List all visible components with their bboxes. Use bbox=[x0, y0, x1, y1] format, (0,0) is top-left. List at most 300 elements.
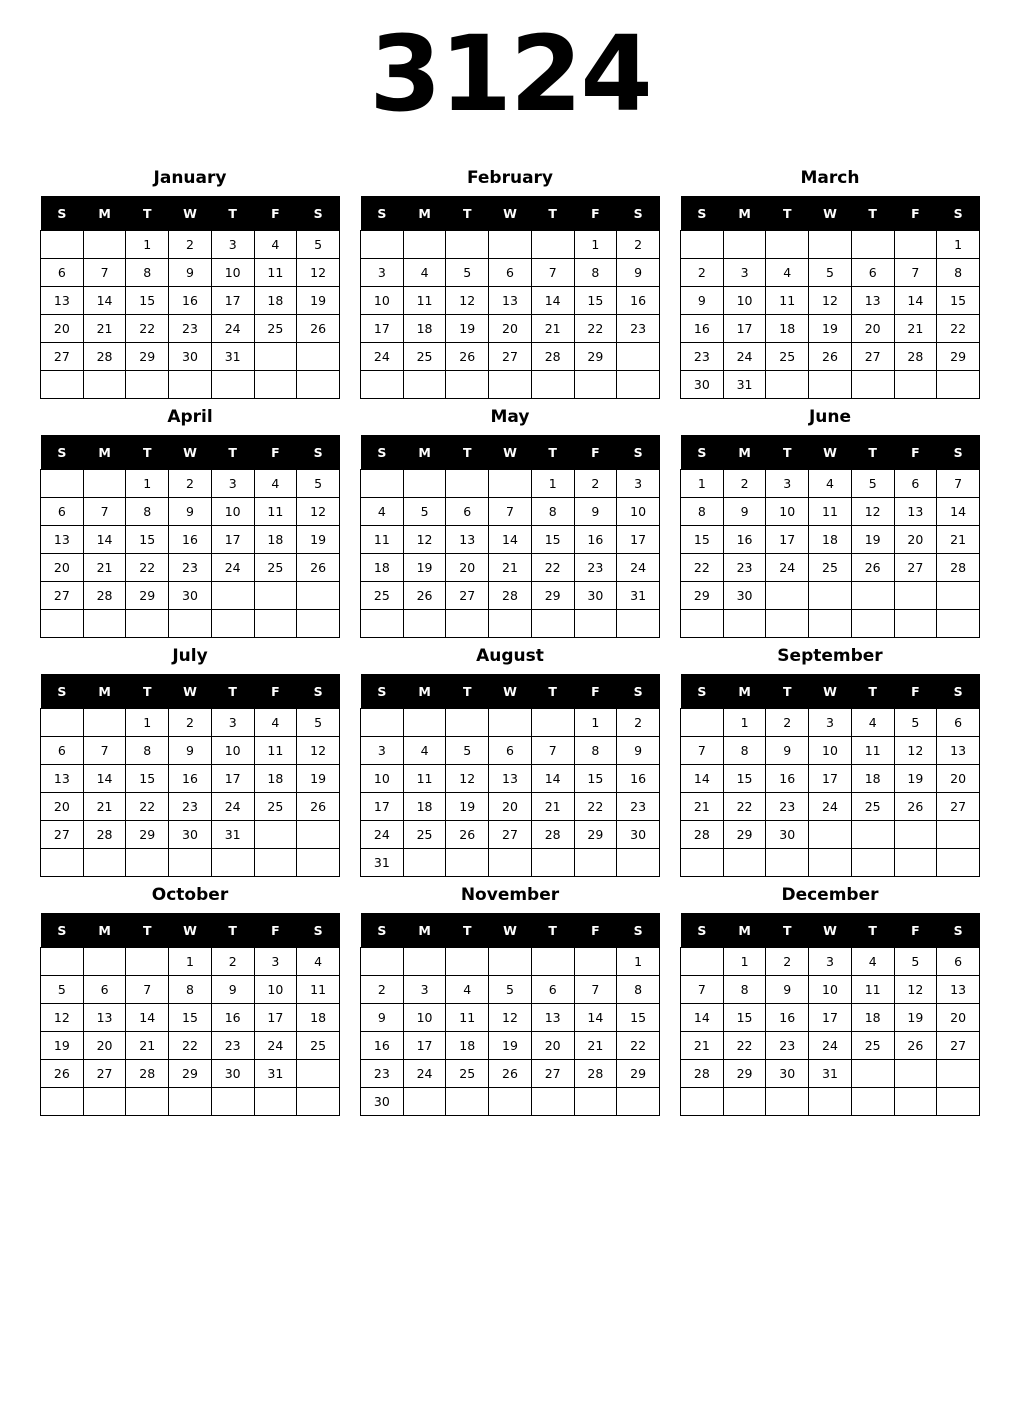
day-cell[interactable]: 20 bbox=[41, 315, 84, 343]
day-cell[interactable]: 3 bbox=[617, 470, 660, 498]
day-cell[interactable]: 6 bbox=[851, 259, 894, 287]
day-cell[interactable]: 31 bbox=[617, 582, 660, 610]
day-cell[interactable]: 13 bbox=[446, 526, 489, 554]
day-cell[interactable]: 10 bbox=[361, 287, 404, 315]
day-cell[interactable]: 26 bbox=[894, 793, 937, 821]
day-cell[interactable]: 23 bbox=[169, 315, 212, 343]
day-cell[interactable]: 6 bbox=[937, 948, 980, 976]
day-cell[interactable]: 22 bbox=[574, 793, 617, 821]
day-cell[interactable]: 13 bbox=[937, 976, 980, 1004]
day-cell[interactable]: 30 bbox=[766, 1060, 809, 1088]
day-cell[interactable]: 18 bbox=[403, 793, 446, 821]
day-cell[interactable]: 12 bbox=[297, 737, 340, 765]
day-cell[interactable]: 1 bbox=[169, 948, 212, 976]
day-cell[interactable]: 3 bbox=[403, 976, 446, 1004]
day-cell[interactable]: 19 bbox=[446, 315, 489, 343]
day-cell[interactable]: 27 bbox=[851, 343, 894, 371]
day-cell[interactable]: 8 bbox=[617, 976, 660, 1004]
day-cell[interactable]: 31 bbox=[254, 1060, 297, 1088]
day-cell[interactable]: 31 bbox=[723, 371, 766, 399]
day-cell[interactable]: 10 bbox=[403, 1004, 446, 1032]
day-cell[interactable]: 11 bbox=[254, 498, 297, 526]
day-cell[interactable]: 2 bbox=[574, 470, 617, 498]
day-cell[interactable]: 13 bbox=[851, 287, 894, 315]
day-cell[interactable]: 15 bbox=[723, 765, 766, 793]
day-cell[interactable]: 22 bbox=[681, 554, 724, 582]
day-cell[interactable]: 4 bbox=[446, 976, 489, 1004]
day-cell[interactable]: 4 bbox=[851, 948, 894, 976]
day-cell[interactable]: 12 bbox=[851, 498, 894, 526]
day-cell[interactable]: 5 bbox=[489, 976, 532, 1004]
day-cell[interactable]: 24 bbox=[211, 315, 254, 343]
day-cell[interactable]: 19 bbox=[403, 554, 446, 582]
day-cell[interactable]: 23 bbox=[766, 1032, 809, 1060]
day-cell[interactable]: 26 bbox=[489, 1060, 532, 1088]
day-cell[interactable]: 16 bbox=[361, 1032, 404, 1060]
day-cell[interactable]: 14 bbox=[489, 526, 532, 554]
day-cell[interactable]: 9 bbox=[723, 498, 766, 526]
day-cell[interactable]: 25 bbox=[254, 315, 297, 343]
day-cell[interactable]: 25 bbox=[361, 582, 404, 610]
day-cell[interactable]: 21 bbox=[83, 554, 126, 582]
day-cell[interactable]: 6 bbox=[41, 259, 84, 287]
day-cell[interactable]: 30 bbox=[681, 371, 724, 399]
day-cell[interactable]: 1 bbox=[574, 231, 617, 259]
day-cell[interactable]: 11 bbox=[851, 737, 894, 765]
day-cell[interactable]: 10 bbox=[809, 976, 852, 1004]
day-cell[interactable]: 21 bbox=[83, 315, 126, 343]
day-cell[interactable]: 24 bbox=[809, 1032, 852, 1060]
day-cell[interactable]: 31 bbox=[361, 849, 404, 877]
day-cell[interactable]: 26 bbox=[41, 1060, 84, 1088]
day-cell[interactable]: 9 bbox=[169, 259, 212, 287]
day-cell[interactable]: 7 bbox=[681, 737, 724, 765]
day-cell[interactable]: 25 bbox=[254, 793, 297, 821]
day-cell[interactable]: 26 bbox=[297, 554, 340, 582]
day-cell[interactable]: 8 bbox=[723, 976, 766, 1004]
day-cell[interactable]: 31 bbox=[211, 821, 254, 849]
day-cell[interactable]: 25 bbox=[446, 1060, 489, 1088]
day-cell[interactable]: 9 bbox=[361, 1004, 404, 1032]
day-cell[interactable]: 15 bbox=[937, 287, 980, 315]
day-cell[interactable]: 15 bbox=[617, 1004, 660, 1032]
day-cell[interactable]: 15 bbox=[126, 287, 169, 315]
day-cell[interactable]: 27 bbox=[531, 1060, 574, 1088]
day-cell[interactable]: 9 bbox=[574, 498, 617, 526]
day-cell[interactable]: 20 bbox=[41, 793, 84, 821]
day-cell[interactable]: 18 bbox=[297, 1004, 340, 1032]
day-cell[interactable]: 18 bbox=[254, 526, 297, 554]
day-cell[interactable]: 21 bbox=[83, 793, 126, 821]
day-cell[interactable]: 24 bbox=[723, 343, 766, 371]
day-cell[interactable]: 14 bbox=[574, 1004, 617, 1032]
day-cell[interactable]: 9 bbox=[617, 259, 660, 287]
day-cell[interactable]: 1 bbox=[574, 709, 617, 737]
day-cell[interactable]: 12 bbox=[297, 498, 340, 526]
day-cell[interactable]: 25 bbox=[254, 554, 297, 582]
day-cell[interactable]: 18 bbox=[851, 1004, 894, 1032]
day-cell[interactable]: 11 bbox=[766, 287, 809, 315]
day-cell[interactable]: 21 bbox=[531, 793, 574, 821]
day-cell[interactable]: 6 bbox=[41, 737, 84, 765]
day-cell[interactable]: 19 bbox=[894, 765, 937, 793]
day-cell[interactable]: 27 bbox=[41, 582, 84, 610]
day-cell[interactable]: 15 bbox=[531, 526, 574, 554]
day-cell[interactable]: 5 bbox=[297, 470, 340, 498]
day-cell[interactable]: 1 bbox=[617, 948, 660, 976]
day-cell[interactable]: 10 bbox=[211, 498, 254, 526]
day-cell[interactable]: 28 bbox=[83, 343, 126, 371]
day-cell[interactable]: 2 bbox=[766, 709, 809, 737]
day-cell[interactable]: 29 bbox=[126, 343, 169, 371]
day-cell[interactable]: 23 bbox=[617, 793, 660, 821]
day-cell[interactable]: 16 bbox=[766, 1004, 809, 1032]
day-cell[interactable]: 13 bbox=[894, 498, 937, 526]
day-cell[interactable]: 11 bbox=[809, 498, 852, 526]
day-cell[interactable]: 13 bbox=[41, 287, 84, 315]
day-cell[interactable]: 13 bbox=[489, 765, 532, 793]
day-cell[interactable]: 12 bbox=[809, 287, 852, 315]
day-cell[interactable]: 27 bbox=[489, 343, 532, 371]
day-cell[interactable]: 15 bbox=[126, 765, 169, 793]
day-cell[interactable]: 29 bbox=[574, 821, 617, 849]
day-cell[interactable]: 26 bbox=[894, 1032, 937, 1060]
day-cell[interactable]: 13 bbox=[41, 526, 84, 554]
day-cell[interactable]: 23 bbox=[574, 554, 617, 582]
day-cell[interactable]: 9 bbox=[169, 737, 212, 765]
day-cell[interactable]: 10 bbox=[211, 737, 254, 765]
day-cell[interactable]: 24 bbox=[809, 793, 852, 821]
day-cell[interactable]: 3 bbox=[766, 470, 809, 498]
day-cell[interactable]: 27 bbox=[446, 582, 489, 610]
day-cell[interactable]: 3 bbox=[211, 231, 254, 259]
day-cell[interactable]: 3 bbox=[809, 948, 852, 976]
day-cell[interactable]: 21 bbox=[681, 1032, 724, 1060]
day-cell[interactable]: 3 bbox=[723, 259, 766, 287]
day-cell[interactable]: 1 bbox=[531, 470, 574, 498]
day-cell[interactable]: 9 bbox=[169, 498, 212, 526]
day-cell[interactable]: 8 bbox=[723, 737, 766, 765]
day-cell[interactable]: 2 bbox=[211, 948, 254, 976]
day-cell[interactable]: 21 bbox=[126, 1032, 169, 1060]
day-cell[interactable]: 29 bbox=[937, 343, 980, 371]
day-cell[interactable]: 20 bbox=[489, 793, 532, 821]
day-cell[interactable]: 5 bbox=[446, 259, 489, 287]
day-cell[interactable]: 23 bbox=[681, 343, 724, 371]
day-cell[interactable]: 1 bbox=[723, 709, 766, 737]
day-cell[interactable]: 9 bbox=[211, 976, 254, 1004]
day-cell[interactable]: 5 bbox=[851, 470, 894, 498]
day-cell[interactable]: 12 bbox=[403, 526, 446, 554]
day-cell[interactable]: 26 bbox=[809, 343, 852, 371]
day-cell[interactable]: 7 bbox=[83, 737, 126, 765]
day-cell[interactable]: 18 bbox=[254, 765, 297, 793]
day-cell[interactable]: 17 bbox=[403, 1032, 446, 1060]
day-cell[interactable]: 31 bbox=[211, 343, 254, 371]
day-cell[interactable]: 19 bbox=[297, 287, 340, 315]
day-cell[interactable]: 19 bbox=[894, 1004, 937, 1032]
day-cell[interactable]: 30 bbox=[361, 1088, 404, 1116]
day-cell[interactable]: 19 bbox=[489, 1032, 532, 1060]
day-cell[interactable]: 28 bbox=[894, 343, 937, 371]
day-cell[interactable]: 21 bbox=[574, 1032, 617, 1060]
day-cell[interactable]: 28 bbox=[83, 821, 126, 849]
day-cell[interactable]: 3 bbox=[211, 709, 254, 737]
day-cell[interactable]: 23 bbox=[211, 1032, 254, 1060]
day-cell[interactable]: 22 bbox=[723, 1032, 766, 1060]
day-cell[interactable]: 17 bbox=[211, 526, 254, 554]
day-cell[interactable]: 2 bbox=[681, 259, 724, 287]
day-cell[interactable]: 20 bbox=[937, 1004, 980, 1032]
day-cell[interactable]: 17 bbox=[723, 315, 766, 343]
day-cell[interactable]: 4 bbox=[403, 737, 446, 765]
day-cell[interactable]: 14 bbox=[894, 287, 937, 315]
day-cell[interactable]: 29 bbox=[681, 582, 724, 610]
day-cell[interactable]: 17 bbox=[211, 287, 254, 315]
day-cell[interactable]: 6 bbox=[489, 737, 532, 765]
day-cell[interactable]: 12 bbox=[489, 1004, 532, 1032]
day-cell[interactable]: 28 bbox=[574, 1060, 617, 1088]
day-cell[interactable]: 12 bbox=[446, 765, 489, 793]
day-cell[interactable]: 1 bbox=[126, 709, 169, 737]
day-cell[interactable]: 25 bbox=[403, 821, 446, 849]
day-cell[interactable]: 16 bbox=[169, 287, 212, 315]
day-cell[interactable]: 8 bbox=[126, 737, 169, 765]
day-cell[interactable]: 21 bbox=[937, 526, 980, 554]
day-cell[interactable]: 15 bbox=[169, 1004, 212, 1032]
day-cell[interactable]: 5 bbox=[446, 737, 489, 765]
day-cell[interactable]: 26 bbox=[297, 793, 340, 821]
day-cell[interactable]: 17 bbox=[617, 526, 660, 554]
day-cell[interactable]: 8 bbox=[574, 737, 617, 765]
day-cell[interactable]: 8 bbox=[531, 498, 574, 526]
day-cell[interactable]: 8 bbox=[169, 976, 212, 1004]
day-cell[interactable]: 11 bbox=[254, 259, 297, 287]
day-cell[interactable]: 23 bbox=[723, 554, 766, 582]
day-cell[interactable]: 17 bbox=[211, 765, 254, 793]
day-cell[interactable]: 24 bbox=[617, 554, 660, 582]
day-cell[interactable]: 1 bbox=[937, 231, 980, 259]
day-cell[interactable]: 11 bbox=[446, 1004, 489, 1032]
day-cell[interactable]: 16 bbox=[681, 315, 724, 343]
day-cell[interactable]: 11 bbox=[254, 737, 297, 765]
day-cell[interactable]: 22 bbox=[617, 1032, 660, 1060]
day-cell[interactable]: 3 bbox=[254, 948, 297, 976]
day-cell[interactable]: 18 bbox=[809, 526, 852, 554]
day-cell[interactable]: 11 bbox=[361, 526, 404, 554]
day-cell[interactable]: 28 bbox=[489, 582, 532, 610]
day-cell[interactable]: 29 bbox=[169, 1060, 212, 1088]
day-cell[interactable]: 30 bbox=[723, 582, 766, 610]
day-cell[interactable]: 30 bbox=[766, 821, 809, 849]
day-cell[interactable]: 14 bbox=[937, 498, 980, 526]
day-cell[interactable]: 19 bbox=[297, 526, 340, 554]
day-cell[interactable]: 14 bbox=[83, 526, 126, 554]
day-cell[interactable]: 27 bbox=[41, 821, 84, 849]
day-cell[interactable]: 29 bbox=[574, 343, 617, 371]
day-cell[interactable]: 7 bbox=[83, 259, 126, 287]
day-cell[interactable]: 2 bbox=[169, 231, 212, 259]
day-cell[interactable]: 7 bbox=[531, 259, 574, 287]
day-cell[interactable]: 29 bbox=[126, 821, 169, 849]
day-cell[interactable]: 15 bbox=[574, 765, 617, 793]
day-cell[interactable]: 18 bbox=[851, 765, 894, 793]
day-cell[interactable]: 26 bbox=[851, 554, 894, 582]
day-cell[interactable]: 27 bbox=[937, 1032, 980, 1060]
day-cell[interactable]: 6 bbox=[446, 498, 489, 526]
day-cell[interactable]: 24 bbox=[211, 793, 254, 821]
day-cell[interactable]: 10 bbox=[254, 976, 297, 1004]
day-cell[interactable]: 9 bbox=[766, 737, 809, 765]
day-cell[interactable]: 14 bbox=[681, 765, 724, 793]
day-cell[interactable]: 10 bbox=[211, 259, 254, 287]
day-cell[interactable]: 15 bbox=[681, 526, 724, 554]
day-cell[interactable]: 7 bbox=[126, 976, 169, 1004]
day-cell[interactable]: 31 bbox=[809, 1060, 852, 1088]
day-cell[interactable]: 5 bbox=[894, 948, 937, 976]
day-cell[interactable]: 19 bbox=[41, 1032, 84, 1060]
day-cell[interactable]: 16 bbox=[723, 526, 766, 554]
day-cell[interactable]: 13 bbox=[41, 765, 84, 793]
day-cell[interactable]: 6 bbox=[531, 976, 574, 1004]
day-cell[interactable]: 12 bbox=[894, 976, 937, 1004]
day-cell[interactable]: 11 bbox=[403, 765, 446, 793]
day-cell[interactable]: 18 bbox=[361, 554, 404, 582]
day-cell[interactable]: 24 bbox=[361, 343, 404, 371]
day-cell[interactable]: 2 bbox=[766, 948, 809, 976]
day-cell[interactable]: 29 bbox=[723, 1060, 766, 1088]
day-cell[interactable]: 17 bbox=[766, 526, 809, 554]
day-cell[interactable]: 8 bbox=[126, 498, 169, 526]
day-cell[interactable]: 6 bbox=[894, 470, 937, 498]
day-cell[interactable]: 20 bbox=[489, 315, 532, 343]
day-cell[interactable]: 1 bbox=[723, 948, 766, 976]
day-cell[interactable]: 28 bbox=[681, 1060, 724, 1088]
day-cell[interactable]: 23 bbox=[169, 793, 212, 821]
day-cell[interactable]: 16 bbox=[617, 765, 660, 793]
day-cell[interactable]: 4 bbox=[766, 259, 809, 287]
day-cell[interactable]: 1 bbox=[126, 231, 169, 259]
day-cell[interactable]: 4 bbox=[361, 498, 404, 526]
day-cell[interactable]: 7 bbox=[937, 470, 980, 498]
day-cell[interactable]: 14 bbox=[531, 765, 574, 793]
day-cell[interactable]: 19 bbox=[809, 315, 852, 343]
day-cell[interactable]: 12 bbox=[894, 737, 937, 765]
day-cell[interactable]: 25 bbox=[809, 554, 852, 582]
day-cell[interactable]: 25 bbox=[851, 793, 894, 821]
day-cell[interactable]: 16 bbox=[766, 765, 809, 793]
day-cell[interactable]: 5 bbox=[41, 976, 84, 1004]
day-cell[interactable]: 11 bbox=[297, 976, 340, 1004]
day-cell[interactable]: 16 bbox=[574, 526, 617, 554]
day-cell[interactable]: 30 bbox=[617, 821, 660, 849]
day-cell[interactable]: 12 bbox=[297, 259, 340, 287]
day-cell[interactable]: 25 bbox=[403, 343, 446, 371]
day-cell[interactable]: 5 bbox=[297, 709, 340, 737]
day-cell[interactable]: 3 bbox=[211, 470, 254, 498]
day-cell[interactable]: 13 bbox=[83, 1004, 126, 1032]
day-cell[interactable]: 16 bbox=[169, 765, 212, 793]
day-cell[interactable]: 29 bbox=[723, 821, 766, 849]
day-cell[interactable]: 2 bbox=[361, 976, 404, 1004]
day-cell[interactable]: 12 bbox=[41, 1004, 84, 1032]
day-cell[interactable]: 28 bbox=[531, 343, 574, 371]
day-cell[interactable]: 16 bbox=[617, 287, 660, 315]
day-cell[interactable]: 22 bbox=[126, 315, 169, 343]
day-cell[interactable]: 24 bbox=[766, 554, 809, 582]
day-cell[interactable]: 23 bbox=[169, 554, 212, 582]
day-cell[interactable]: 2 bbox=[617, 231, 660, 259]
day-cell[interactable]: 5 bbox=[403, 498, 446, 526]
day-cell[interactable]: 26 bbox=[446, 343, 489, 371]
day-cell[interactable]: 28 bbox=[937, 554, 980, 582]
day-cell[interactable]: 9 bbox=[617, 737, 660, 765]
day-cell[interactable]: 28 bbox=[83, 582, 126, 610]
day-cell[interactable]: 18 bbox=[254, 287, 297, 315]
day-cell[interactable]: 25 bbox=[297, 1032, 340, 1060]
day-cell[interactable]: 30 bbox=[574, 582, 617, 610]
day-cell[interactable]: 7 bbox=[489, 498, 532, 526]
day-cell[interactable]: 21 bbox=[894, 315, 937, 343]
day-cell[interactable]: 20 bbox=[851, 315, 894, 343]
day-cell[interactable]: 15 bbox=[126, 526, 169, 554]
day-cell[interactable]: 27 bbox=[894, 554, 937, 582]
day-cell[interactable]: 26 bbox=[297, 315, 340, 343]
day-cell[interactable]: 30 bbox=[169, 821, 212, 849]
day-cell[interactable]: 24 bbox=[254, 1032, 297, 1060]
day-cell[interactable]: 3 bbox=[361, 737, 404, 765]
day-cell[interactable]: 3 bbox=[809, 709, 852, 737]
day-cell[interactable]: 22 bbox=[937, 315, 980, 343]
day-cell[interactable]: 7 bbox=[531, 737, 574, 765]
day-cell[interactable]: 17 bbox=[361, 315, 404, 343]
day-cell[interactable]: 6 bbox=[937, 709, 980, 737]
day-cell[interactable]: 9 bbox=[766, 976, 809, 1004]
day-cell[interactable]: 18 bbox=[766, 315, 809, 343]
day-cell[interactable]: 4 bbox=[297, 948, 340, 976]
day-cell[interactable]: 8 bbox=[574, 259, 617, 287]
day-cell[interactable]: 7 bbox=[894, 259, 937, 287]
day-cell[interactable]: 9 bbox=[681, 287, 724, 315]
day-cell[interactable]: 11 bbox=[851, 976, 894, 1004]
day-cell[interactable]: 30 bbox=[169, 343, 212, 371]
day-cell[interactable]: 19 bbox=[851, 526, 894, 554]
day-cell[interactable]: 14 bbox=[126, 1004, 169, 1032]
day-cell[interactable]: 10 bbox=[723, 287, 766, 315]
day-cell[interactable]: 28 bbox=[531, 821, 574, 849]
day-cell[interactable]: 26 bbox=[403, 582, 446, 610]
day-cell[interactable]: 10 bbox=[809, 737, 852, 765]
day-cell[interactable]: 14 bbox=[531, 287, 574, 315]
day-cell[interactable]: 15 bbox=[574, 287, 617, 315]
day-cell[interactable]: 6 bbox=[41, 498, 84, 526]
day-cell[interactable]: 21 bbox=[531, 315, 574, 343]
day-cell[interactable]: 22 bbox=[531, 554, 574, 582]
day-cell[interactable]: 21 bbox=[489, 554, 532, 582]
day-cell[interactable]: 27 bbox=[489, 821, 532, 849]
day-cell[interactable]: 4 bbox=[809, 470, 852, 498]
day-cell[interactable]: 20 bbox=[83, 1032, 126, 1060]
day-cell[interactable]: 27 bbox=[41, 343, 84, 371]
day-cell[interactable]: 6 bbox=[83, 976, 126, 1004]
day-cell[interactable]: 2 bbox=[723, 470, 766, 498]
day-cell[interactable]: 8 bbox=[126, 259, 169, 287]
day-cell[interactable]: 23 bbox=[361, 1060, 404, 1088]
day-cell[interactable]: 26 bbox=[446, 821, 489, 849]
day-cell[interactable]: 2 bbox=[617, 709, 660, 737]
day-cell[interactable]: 11 bbox=[403, 287, 446, 315]
day-cell[interactable]: 20 bbox=[937, 765, 980, 793]
